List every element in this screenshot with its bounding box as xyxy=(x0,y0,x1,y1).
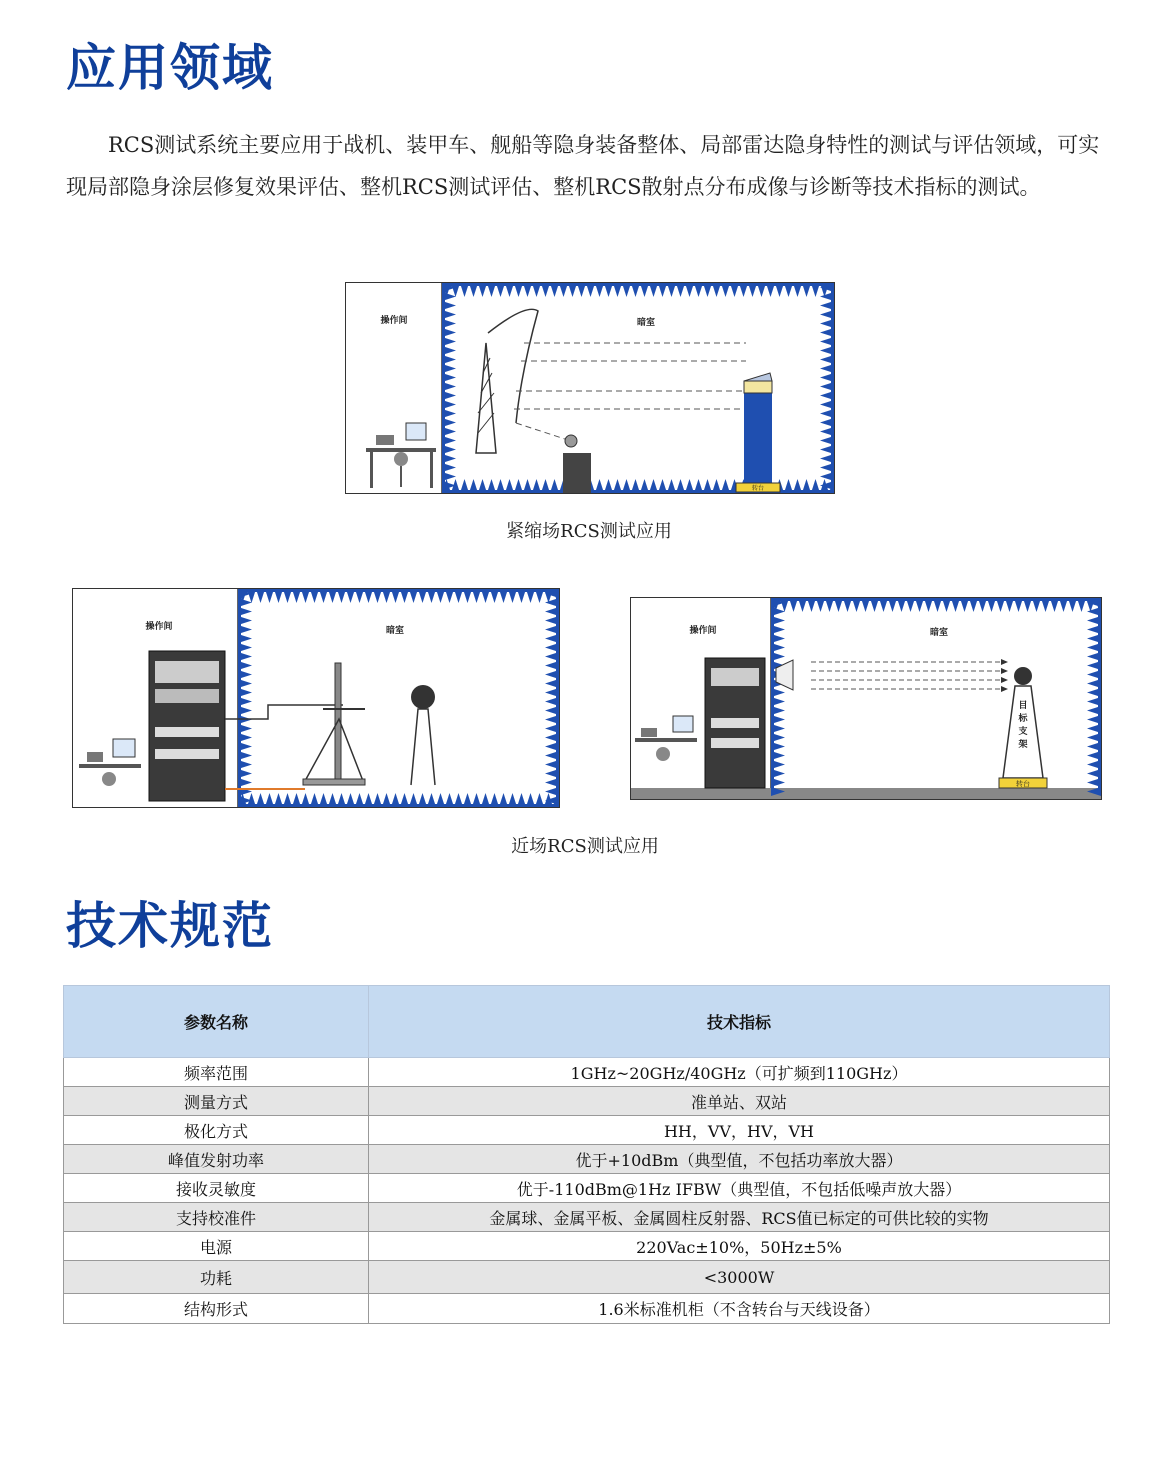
param-value: 1.6米标准机柜（不含转台与天线设备） xyxy=(369,1294,1110,1324)
param-name: 功耗 xyxy=(64,1261,369,1294)
monitor-icon xyxy=(113,739,135,757)
desk xyxy=(635,738,697,742)
table-row xyxy=(64,1232,1110,1261)
plane-wave-beams xyxy=(514,343,746,441)
beam-arrows xyxy=(811,662,1001,689)
feed-cabinet xyxy=(563,453,591,493)
turntable-label: 转台 xyxy=(1016,780,1030,788)
table-row xyxy=(64,1261,1110,1294)
compact-range-diagram xyxy=(345,282,835,494)
desk xyxy=(366,448,436,452)
table-row xyxy=(64,1294,1110,1324)
dark-room-label: 暗室 xyxy=(385,626,405,636)
param-value: 220Vac±10%，50Hz±5% xyxy=(369,1232,1110,1261)
metal-sphere-icon xyxy=(411,685,435,709)
param-name: 频率范围 xyxy=(64,1058,369,1087)
dark-room-label: 暗室 xyxy=(929,628,949,638)
reflector-tower xyxy=(476,343,496,453)
target-support-label-1: 目 xyxy=(1018,701,1028,711)
param-value: 金属球、金属平板、金属圆柱反射器、RCS值已标定的可供比较的实物 xyxy=(369,1203,1110,1232)
printer-icon xyxy=(376,435,394,445)
param-value: 1GHz~20GHz/40GHz（可扩频到110GHz） xyxy=(369,1058,1110,1087)
table-header-row xyxy=(64,986,1110,1058)
absorber-wall xyxy=(238,589,559,807)
target-pylon xyxy=(744,393,772,483)
feed-horn-icon xyxy=(565,435,577,447)
foam-pylon xyxy=(411,709,435,785)
monitor-icon xyxy=(406,423,426,440)
param-name: 支持校准件 xyxy=(64,1203,369,1232)
param-value: <3000W xyxy=(369,1261,1110,1294)
monitor-icon xyxy=(673,716,693,732)
param-name: 接收灵敏度 xyxy=(64,1174,369,1203)
param-name: 电源 xyxy=(64,1232,369,1261)
target-support-label-4: 架 xyxy=(1018,740,1028,750)
turntable-label: 转台 xyxy=(751,485,765,492)
target-support-label-3: 支 xyxy=(1018,727,1028,737)
param-name: 极化方式 xyxy=(64,1116,369,1145)
desk xyxy=(79,764,141,768)
table-row xyxy=(64,1116,1110,1145)
operation-room-label: 操作间 xyxy=(145,622,173,632)
operation-room-label: 操作间 xyxy=(380,316,408,326)
absorber-wall xyxy=(442,283,834,493)
table-row xyxy=(64,1203,1110,1232)
dark-room-label: 暗室 xyxy=(636,318,656,328)
table-row xyxy=(64,1087,1110,1116)
section-title-specs: 技术规范 xyxy=(66,897,274,955)
column-header-spec: 技术指标 xyxy=(369,986,1110,1058)
spec-table xyxy=(63,985,1110,1324)
param-value: 优于-110dBm@1Hz IFBW（典型值，不包括低噪声放大器） xyxy=(369,1174,1110,1203)
table-row xyxy=(64,1174,1110,1203)
param-name: 峰值发射功率 xyxy=(64,1145,369,1174)
param-value: HH，VV，HV，VH xyxy=(369,1116,1110,1145)
column-header-param: 参数名称 xyxy=(64,986,369,1058)
near-field-target-diagram xyxy=(630,597,1102,800)
param-name: 测量方式 xyxy=(64,1087,369,1116)
operation-room-label: 操作间 xyxy=(689,626,717,636)
figure-caption-compact-range: 紧缩场RCS测试应用 xyxy=(506,521,672,542)
target-support-label-2: 标 xyxy=(1018,714,1028,724)
param-value: 准单站、双站 xyxy=(369,1087,1110,1116)
floor xyxy=(631,788,1101,799)
table-row xyxy=(64,1145,1110,1174)
section-title-applications: 应用领域 xyxy=(66,39,274,97)
chair-icon xyxy=(656,747,670,761)
table-row xyxy=(64,1058,1110,1087)
chair-icon xyxy=(102,772,116,786)
chair-icon xyxy=(394,452,408,466)
printer-icon xyxy=(641,728,657,737)
figure-caption-near-field: 近场RCS测试应用 xyxy=(511,836,659,857)
applications-paragraph: RCS测试系统主要应用于战机、装甲车、舰船等隐身装备整体、局部雷达隐身特性的测试与评估领域，可实现局部隐身涂层修复效果评估、整机RCS测试评估、整机RCS散射点分布成像与诊断等技术指标的测试。 xyxy=(66,133,1100,199)
printer-icon xyxy=(87,752,103,762)
param-name: 结构形式 xyxy=(64,1294,369,1324)
param-value: 优于+10dBm（典型值，不包括功率放大器） xyxy=(369,1145,1110,1174)
reflector-dish xyxy=(488,309,538,423)
target-icon xyxy=(1014,667,1032,685)
near-field-scanner-diagram xyxy=(72,588,560,808)
scanner-base xyxy=(303,779,365,785)
